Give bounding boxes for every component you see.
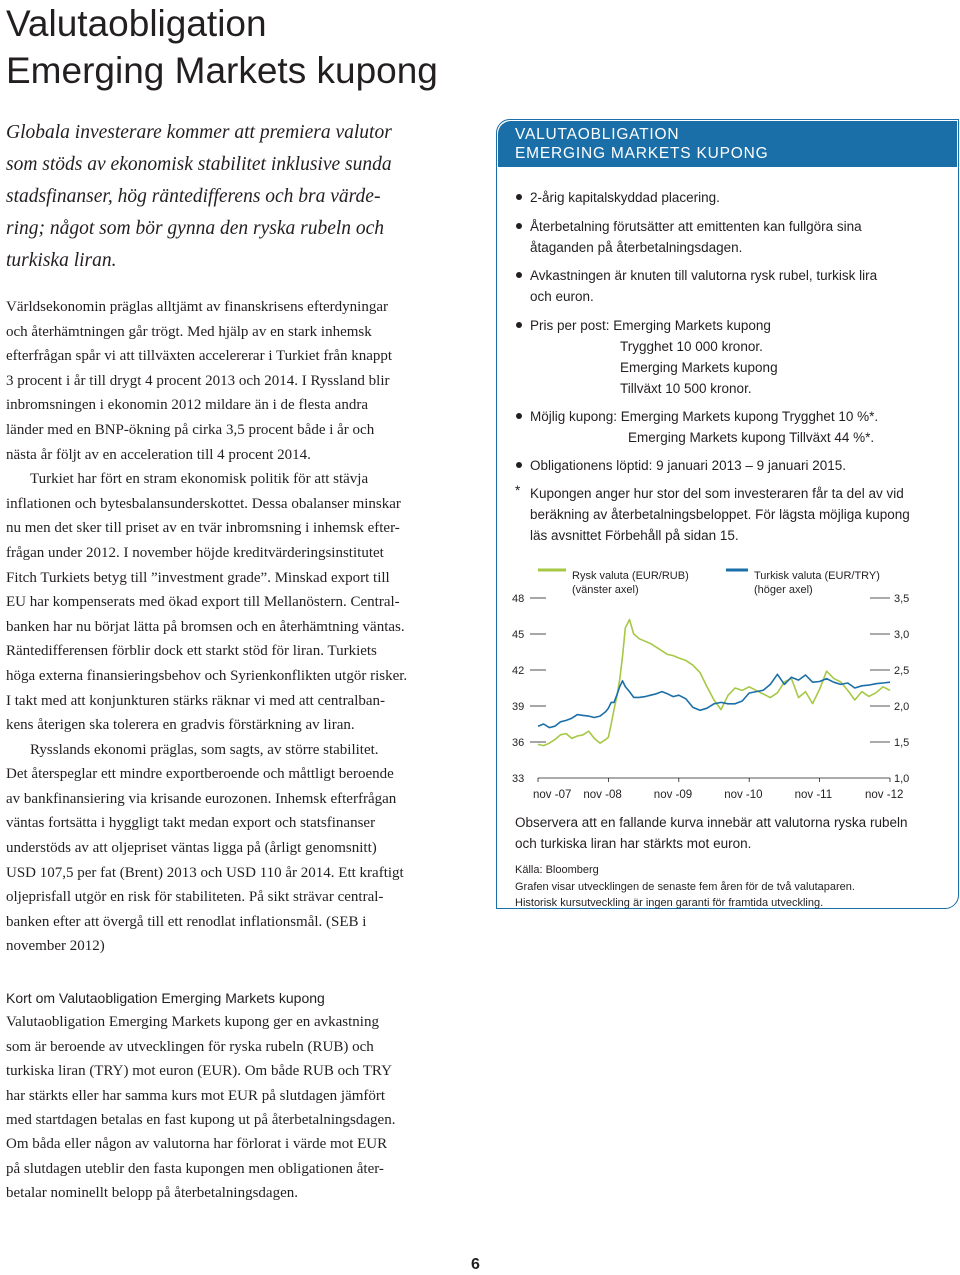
source-line: Historisk kursutveckling är ingen garanti för framtida utveckling.: [515, 897, 824, 909]
legend-label-rub-axis: (vänster axel): [572, 584, 639, 596]
summary-line: turkiska liran (TRY) mot euron (EUR). Om både RUB och TRY: [6, 1063, 392, 1080]
fact-item-maturity: [530, 455, 846, 476]
body-line: frågan under 2012. I november höjde kreditvärderingsinstitutet: [6, 544, 384, 561]
fact-line: läs avsnittet Förbehåll på sidan 15.: [530, 528, 739, 543]
body-line: november 2012): [6, 938, 105, 955]
legend-label-try: Turkisk valuta (EUR/TRY): [754, 570, 880, 582]
summary-line: med startdagen betalas en fast kupong ut på återbetalningsdagen.: [6, 1112, 396, 1129]
fact-line: Emerging Markets kupong Tillväxt 44 %*.: [628, 430, 875, 445]
body-line: höga externa finansieringsbehov och Syrienkonflikten utgör risker.: [6, 667, 408, 684]
body-line: Räntedifferensen förblir dock ett starkt stöd för liran. Turkiets: [6, 643, 377, 660]
fact-item-coupon: [530, 406, 878, 427]
x-tick-label: nov -07: [533, 789, 572, 801]
y-right-tick-label: 1,5: [894, 737, 910, 749]
summary-line: Om båda eller någon av valutorna har förlorat i värde mot EUR: [6, 1136, 388, 1153]
body-line: understöds av att oljepriset väntas ligga på (årligt genomsnitt): [6, 840, 377, 857]
y-left-tick-label: 45: [512, 629, 525, 641]
lead-line: turkiska liran.: [6, 250, 117, 271]
note-line: och turkiska liran har stärkts mot euron.: [515, 836, 752, 851]
body-line: Det återspeglar ett mindre exportberoende och måttligt beroende: [6, 766, 394, 783]
bullet-icon: [516, 194, 522, 200]
page-title: [6, 0, 438, 94]
asterisk-mark: *: [515, 483, 521, 498]
body-line: inbromsningen i ekonomin 2012 mildare än i de flesta andra: [6, 397, 368, 414]
body-line: USD 107,5 per fat (Brent) 2013 och USD 110 år 2014. Ett kraftigt: [6, 864, 404, 881]
chart-series: [538, 620, 890, 746]
legend-label-rub: Rysk valuta (EUR/RUB): [572, 570, 689, 582]
body-line: banken efter att övergå till ett renodlat inflationsmål. (SEB i: [6, 913, 367, 930]
lead-line: stadsfinanser, hög räntedifferens och bra värde-: [6, 186, 381, 207]
note-line: Observera att en fallande kurva innebär att valutorna ryska rubeln: [515, 815, 908, 830]
chart-source: [515, 862, 855, 912]
x-tick-label: nov -10: [724, 789, 763, 801]
lead-line: ring; något som bör gynna den ryska rubeln och: [6, 218, 385, 239]
currency-chart: [508, 560, 918, 805]
bullet-icon: [516, 272, 522, 278]
title-line-1: Valutaobligation: [6, 3, 267, 44]
body-line: länder med en BNP-ökning på cirka 3,5 procent både i år och: [6, 421, 375, 438]
summary-line: Valutaobligation Emerging Markets kupong ger en avkastning: [6, 1014, 379, 1031]
fact-item-price-detail: [620, 336, 778, 399]
x-tick-label: nov -12: [865, 789, 904, 801]
fact-line: Obligationens löptid: 9 januari 2013 – 9 januari 2015.: [530, 458, 846, 473]
fact-line: Tillväxt 10 500 kronor.: [620, 381, 752, 396]
legend-label-try-axis: (höger axel): [754, 584, 813, 596]
body-line: Turkiet har fört en stram ekonomisk politik för att stävja: [30, 471, 369, 488]
y-left-tick-label: 36: [512, 737, 525, 749]
fact-box-title: [515, 125, 769, 163]
x-tick-label: nov -08: [583, 789, 622, 801]
body-line: väntas fortsätta i hyggligt takt medan export och statsfinanser: [6, 815, 376, 832]
fact-line: Trygghet 10 000 kronor.: [620, 339, 763, 354]
chart-axes: [512, 593, 909, 801]
source-line: Grafen visar utvecklingen de senaste fem åren för de två valutaparen.: [515, 880, 855, 893]
page-number: 6: [471, 1256, 480, 1273]
fact-item-footnote: [530, 483, 910, 546]
y-left-tick-label: 42: [512, 665, 525, 677]
y-left-tick-label: 33: [512, 773, 525, 785]
body-line: banken har nu börjat lätta på bromsen och en återhämtning väntas.: [6, 618, 405, 635]
summary-line: som är beroende av utvecklingen för ryska rubeln (RUB) och: [6, 1038, 374, 1055]
fact-item-underlying: [530, 265, 877, 307]
chart-note: [515, 812, 907, 854]
body-line: Fitch Turkiets betyg till ”investment grade”. Minskad export till: [6, 569, 390, 586]
y-right-tick-label: 3,5: [894, 593, 910, 605]
y-left-tick-label: 39: [512, 701, 525, 713]
lead-line: som stöds av ekonomisk stabilitet inklusive sunda: [6, 154, 392, 175]
lead-line: Globala investerare kommer att premiera valutor: [6, 122, 392, 143]
y-left-tick-label: 48: [512, 593, 525, 605]
body-line: EU har kompenserats med ökad export till Mellanöstern. Central-: [6, 594, 400, 611]
body-line: Världsekonomin präglas alltjämt av finanskrisens efterdyningar: [6, 299, 388, 315]
title-line-2: Emerging Markets kupong: [6, 50, 438, 91]
fact-box-title-line: VALUTAOBLIGATION: [515, 126, 680, 143]
lead-paragraph: [6, 117, 456, 277]
body-line: nu men det sker till priset av en tvär inbromsning i inhemsk efter-: [6, 520, 400, 537]
fact-line: 2-årig kapitalskyddad placering.: [530, 190, 720, 205]
fact-item-price: [530, 315, 771, 336]
body-line: inflationen och bytesbalansunderskottet. Dessa obalanser minskar: [6, 495, 401, 512]
fact-line: Möjlig kupong: Emerging Markets kupong Trygghet 10 %*.: [530, 409, 879, 424]
source-line: Källa: Bloomberg: [515, 864, 599, 876]
body-line: och återhämtningen går trögt. Med hjälp av en stark inhemsk: [6, 323, 372, 340]
fact-line: åtaganden på återbetalningsdagen.: [530, 240, 743, 255]
fact-line: Avkastningen är knuten till valutorna rysk rubel, turkisk lira: [530, 268, 878, 283]
y-right-tick-label: 3,0: [894, 629, 910, 641]
fact-line: Emerging Markets kupong: [620, 360, 778, 375]
bullet-icon: [516, 223, 522, 229]
y-right-tick-label: 1,0: [894, 773, 910, 785]
body-line: nästa år följt av en acceleration till 4 procent 2014.: [6, 446, 311, 463]
body-text: [6, 295, 461, 959]
body-line: efterfrågan spår vi att tillväxten accelererar i Turkiet från knappt: [6, 348, 393, 365]
body-line: I takt med att konjunkturen stärks räknar vi med att centralban-: [6, 692, 386, 709]
bullet-icon: [516, 462, 522, 468]
fact-line: beräkning av återbetalningsbeloppet. För lägsta möjliga kupong: [530, 507, 910, 522]
summary-section: [6, 986, 461, 1206]
bullet-icon: [516, 322, 522, 328]
fact-line: Pris per post: Emerging Markets kupong: [530, 318, 771, 333]
summary-heading: Kort om Valutaobligation Emerging Markets kupong: [6, 990, 325, 1006]
bullet-icon: [516, 413, 522, 419]
y-right-tick-label: 2,0: [894, 701, 910, 713]
x-tick-label: nov -09: [653, 789, 693, 801]
body-line: kens återigen ska tolerera en gradvis förstärkning av liran.: [6, 717, 355, 734]
fact-item-repayment: [530, 216, 862, 258]
summary-line: har stärkts eller har samma kurs mot EUR på slutdagen jämfört: [6, 1087, 386, 1104]
body-line: Rysslands ekonomi präglas, som sagts, av större stabilitet.: [30, 741, 379, 758]
body-line: 3 procent i år till drygt 4 procent 2013 och 2014. I Ryssland blir: [6, 372, 390, 389]
chart-legend: [538, 570, 880, 596]
body-line: oljeprisfall utgör en risk för stabiliteten. På sikt strävar central-: [6, 889, 384, 906]
fact-line: och euron.: [530, 289, 594, 304]
fact-line: Återbetalning förutsätter att emittenten kan fullgöra sina: [530, 219, 862, 234]
y-right-tick-label: 2,5: [894, 665, 910, 677]
summary-line: på slutdagen uteblir den fasta kupongen men obligationen åter-: [6, 1160, 384, 1177]
fact-item-term: [530, 187, 720, 208]
summary-line: betalar nominellt belopp på återbetalningsdagen.: [6, 1185, 298, 1202]
body-line: av bankfinansiering via krisande eurozonen. Inhemsk efterfrågan: [6, 790, 397, 807]
fact-item-coupon-detail: [628, 427, 874, 448]
fact-box-title-line: EMERGING MARKETS KUPONG: [515, 145, 769, 162]
x-tick-label: nov -11: [794, 789, 833, 801]
fact-line: Kupongen anger hur stor del som investeraren får ta del av vid: [530, 486, 904, 501]
